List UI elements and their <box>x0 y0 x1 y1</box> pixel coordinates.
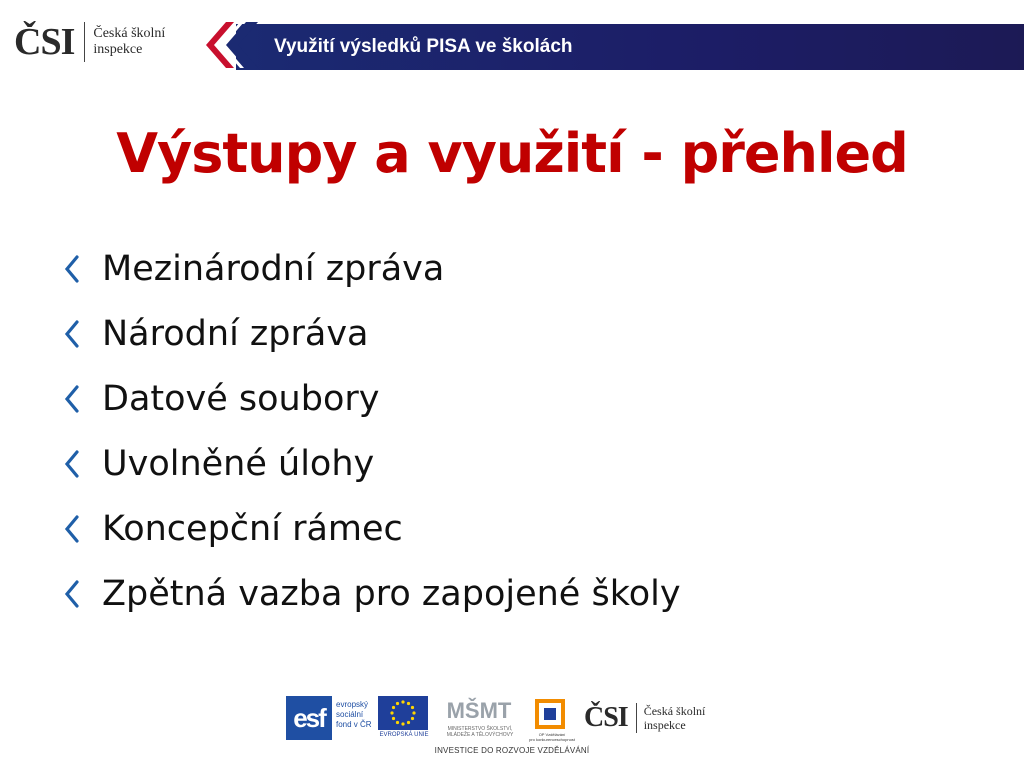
bullet-item <box>58 366 958 431</box>
op-caption <box>522 732 582 742</box>
chevron-left-icon <box>58 384 86 414</box>
csi-logo-divider <box>84 22 85 62</box>
chevron-left-icon <box>58 514 86 544</box>
footer-csi-mark <box>584 704 628 732</box>
op-caption-line1: OP Vzdělávání <box>538 732 566 737</box>
esf-caption-line: fond v ČR <box>336 720 372 729</box>
bullet-item <box>58 496 958 561</box>
msmt-caption-line1: MINISTERSTVO ŠKOLSTVÍ, <box>447 726 513 732</box>
bullet-item <box>58 301 958 366</box>
footer-logos <box>286 694 756 760</box>
bullet-list <box>58 236 958 626</box>
csi-logo-mark <box>14 23 74 61</box>
bullet-text: Datové soubory <box>102 378 380 419</box>
chevron-left-icon <box>58 449 86 479</box>
bullet-text: Mezinárodní zpráva <box>102 248 445 289</box>
footer-csi-logo <box>584 700 724 736</box>
esf-logo <box>286 696 374 740</box>
footer-csi-text-line1: Česká školní <box>643 704 706 718</box>
footer-tagline: INVESTICE DO ROZVOJE VZDĚLÁVÁNÍ <box>434 746 590 755</box>
msmt-caption <box>432 726 528 738</box>
eu-caption: EVROPSKÁ UNIE <box>379 732 429 738</box>
chevron-left-icon <box>58 254 86 284</box>
header-banner-title: Využití výsledků PISA ve školách <box>274 36 573 57</box>
chevron-left-icon <box>58 319 86 349</box>
bullet-item <box>58 561 958 626</box>
op-caption-line2: pro konkurenceschopnost <box>529 737 575 742</box>
bullet-text: Uvolněné úlohy <box>102 443 375 484</box>
chevron-left-icon <box>58 579 86 609</box>
csi-logo-text-line2: inspekce <box>93 42 143 57</box>
bullet-text: Koncepční rámec <box>102 508 403 549</box>
slide-title: Výstupy a využití - přehled <box>116 122 908 185</box>
esf-logo-mark: esf <box>286 696 332 740</box>
double-chevron-left-icon <box>200 20 258 70</box>
esf-caption-line: evropský <box>336 700 369 709</box>
msmt-logo-mark: MŠMT <box>446 698 512 723</box>
op-logo-icon <box>534 698 568 732</box>
footer-csi-text <box>644 704 724 732</box>
footer-csi-divider <box>636 703 637 733</box>
footer-csi-mark-text: ČSI <box>584 702 628 733</box>
eu-flag-icon <box>378 696 428 730</box>
bullet-item <box>58 431 958 496</box>
esf-logo-caption <box>336 700 372 730</box>
csi-logo-text <box>93 26 173 58</box>
csi-logo-text-line1: Česká školní <box>93 26 166 41</box>
csi-logo <box>14 18 173 66</box>
bullet-text: Zpětná vazba pro zapojené školy <box>102 573 681 614</box>
csi-logo-mark-text: ČSI <box>14 21 75 63</box>
bullet-text: Národní zpráva <box>102 313 369 354</box>
bullet-item <box>58 236 958 301</box>
header <box>0 0 1024 82</box>
esf-caption-line: sociální <box>336 710 364 719</box>
msmt-caption-line2: MLÁDEŽE A TĚLOVÝCHOVY <box>446 732 514 738</box>
footer-csi-text-line2: inspekce <box>643 718 686 732</box>
header-banner <box>236 24 1024 70</box>
